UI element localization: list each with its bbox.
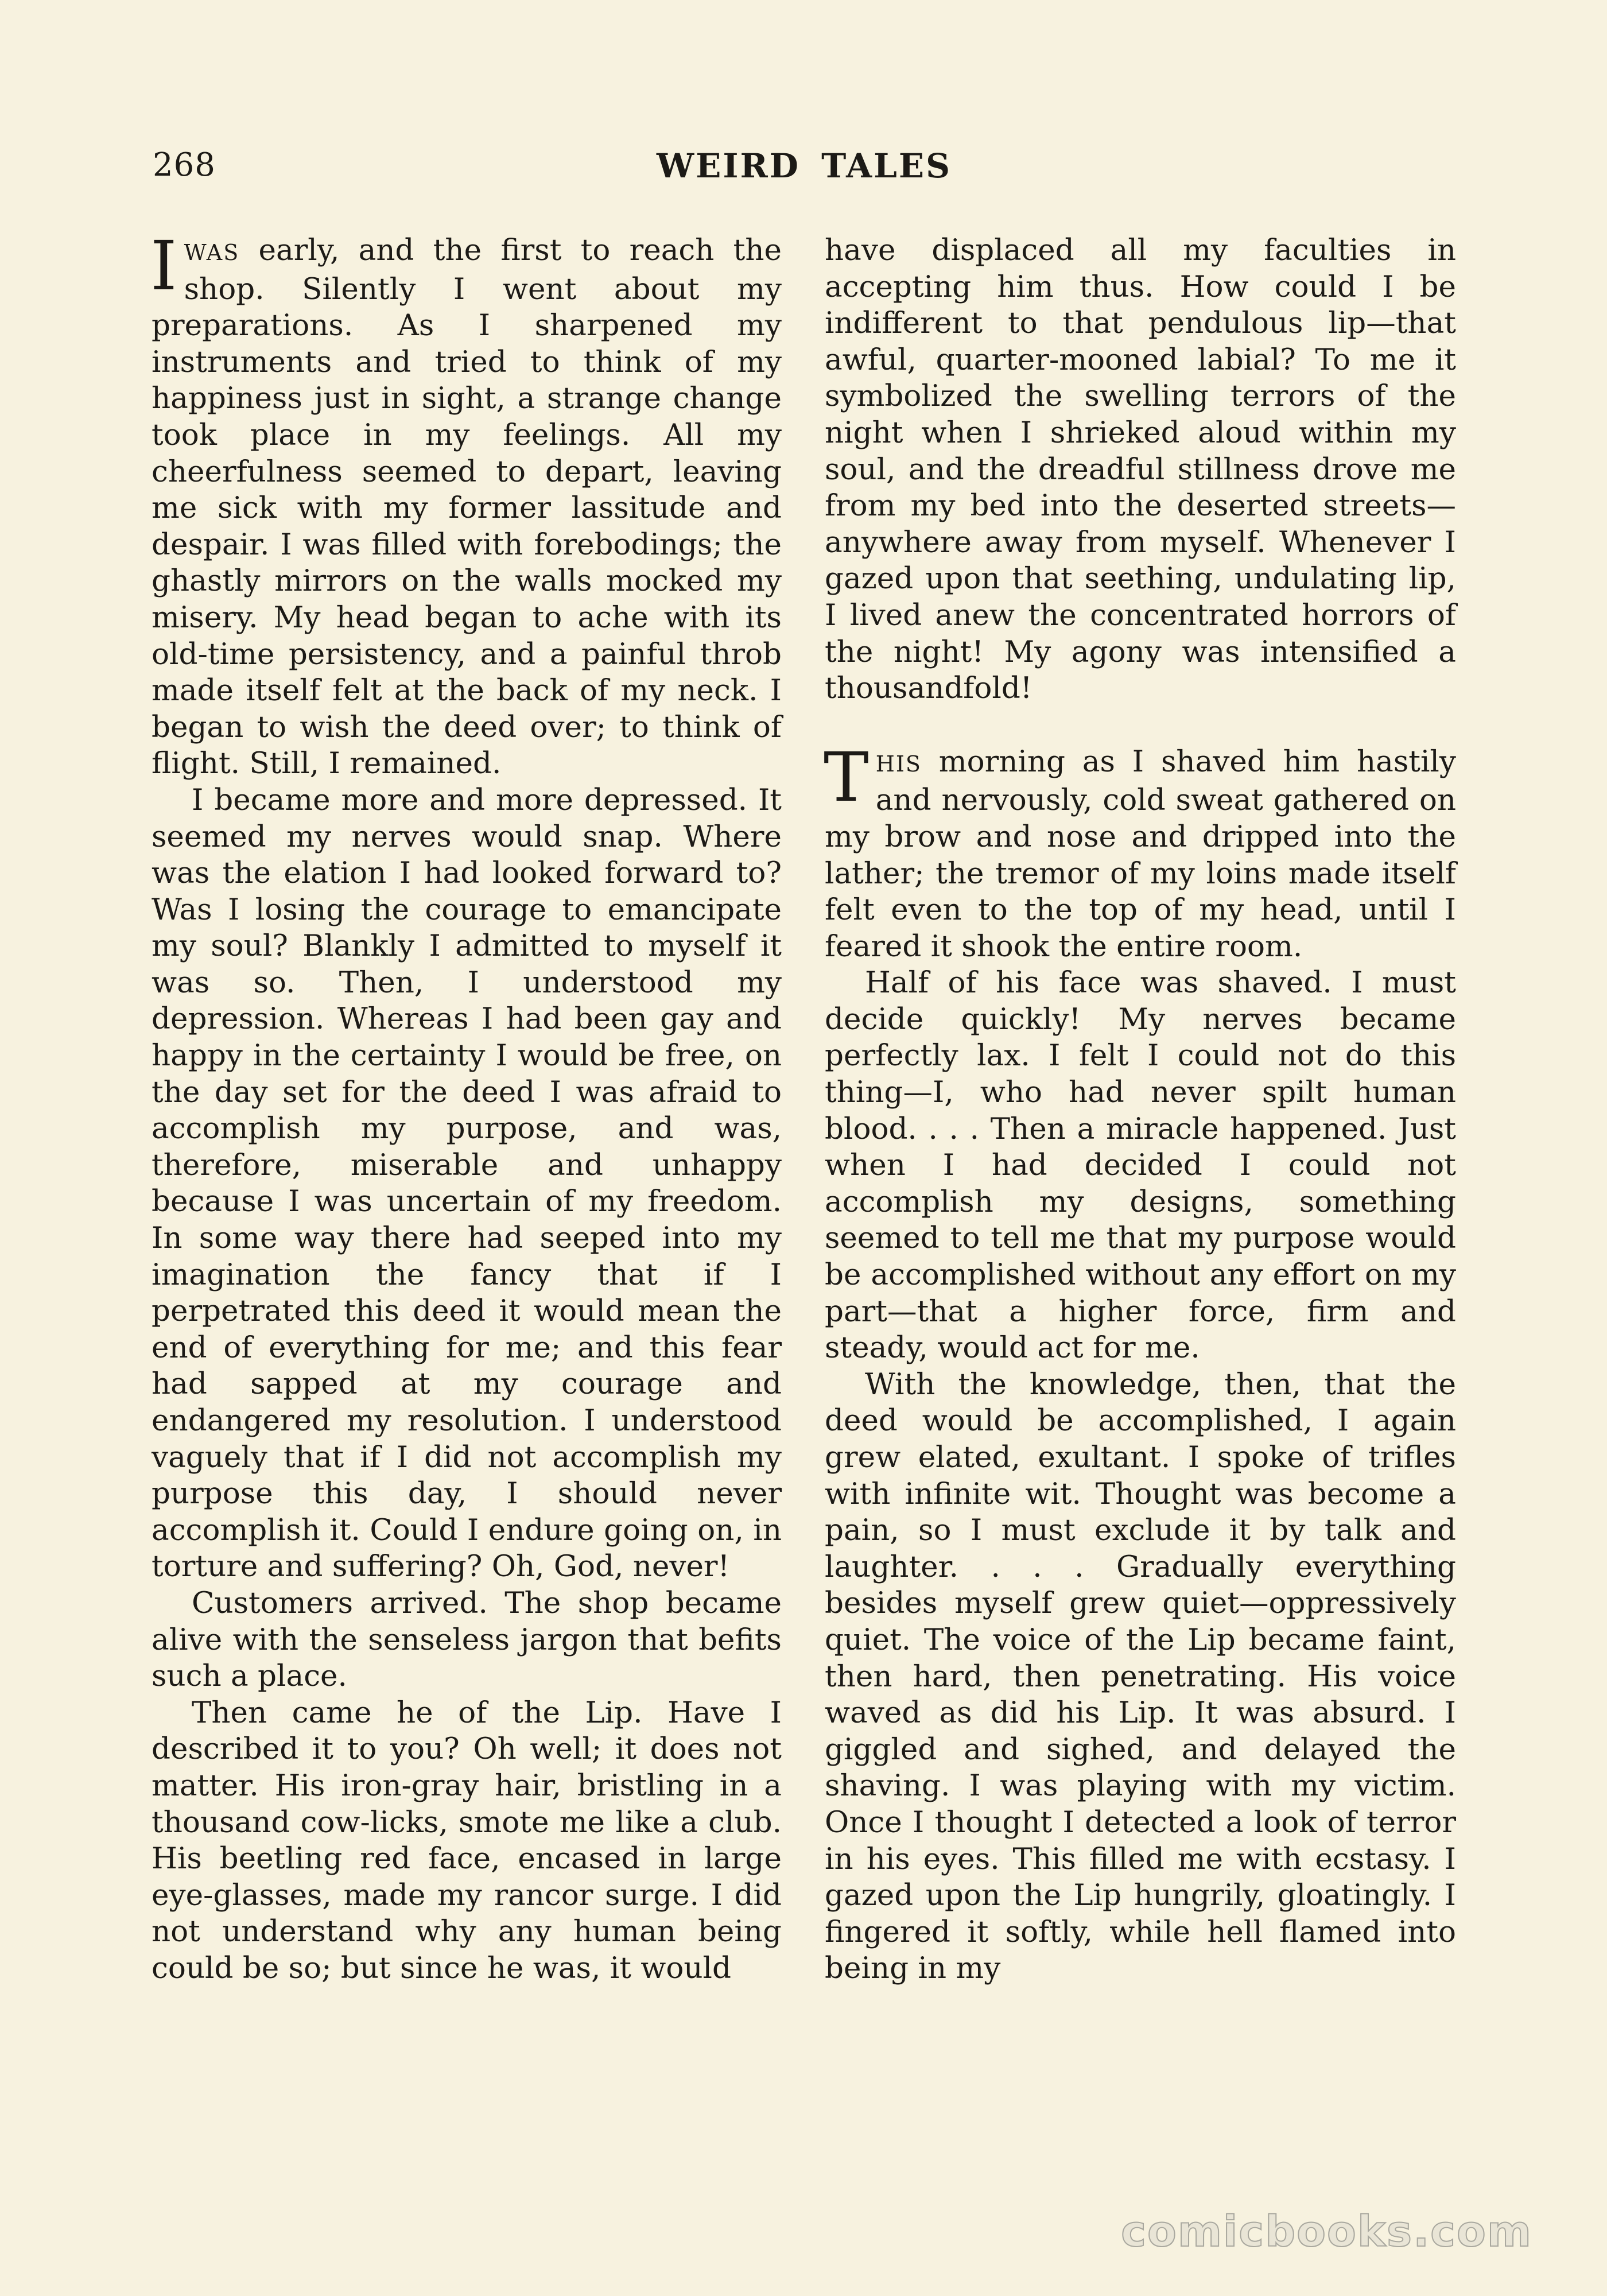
small-caps-lead: HIS bbox=[875, 751, 922, 777]
paragraph bbox=[150, 226, 782, 782]
paragraph: Customers arrived. The shop became alive with the senseless jargon that befits such a place. bbox=[152, 1585, 782, 1694]
paragraph: With the knowledge, then, that the deed would be accomplished, I again grew elated, exultant. I spoke of trifles with infinite wit. Thought was become a pain, so I must exclude it by talk and laughter. . . . Gradually everything besides myself grew quiet—oppressively quiet. The voice of the Lip became faint, then hard, then penetrating. His voice waved as did his Lip. It was absurd. I giggled and sighed, and delayed the shaving. I was playing with my victim. Once I thought I detected a look of terror in his eyes. This filled me with ecstasy. I gazed upon the Lip hungrily, gloatingly. I fingered it softly, while hell flamed into being in my bbox=[825, 1367, 1456, 1986]
paragraph-text: morning as I shaved him hastily and nervously, cold sweat gathered on my brow and nose and dripped into the lather; the tremor of my loins made itself felt even to the top of my head, until I feared it shook the entire room. bbox=[825, 744, 1456, 964]
running-title: WEIRD TALES bbox=[656, 146, 952, 185]
drop-cap: I bbox=[150, 226, 177, 305]
paragraph: have displaced all my faculties in accepting him thus. How could I be indifferent to that pendulous lip—that awful, quarter-mooned labial? To me it symbolized the swelling terrors of the night when I shrieked aloud within my soul, and the dreadful stillness drove me from my bed into the deserted streets—anywhere away from myself. Whenever I gazed upon that seething, undulating lip, I lived anew the concentrated horrors of the night! My agony was intensified a thousandfold! bbox=[825, 233, 1456, 706]
left-column bbox=[150, 226, 782, 1987]
paragraph: Half of his face was shaved. I must decide quickly! My nerves became perfectly lax. I felt I could not do this thing—I, who had never spilt human blood. . . . Then a miracle happened. Just when I had decided I could not accomplish my designs, something seemed to tell me that my purpose would be accomplished without any effort on my part—that a higher force, firm and steady, would act for me. bbox=[825, 965, 1456, 1366]
paragraph: Then came he of the Lip. Have I described it to you? Oh well; it does not matter. His iron-gray hair, bristling in a thousand cow-licks, smote me like a club. His beetling red face, encased in large eye-glasses, made my rancor surge. I did not understand why any human being could be so; but since he was, it would bbox=[152, 1695, 782, 1985]
paragraph: I became more and more depressed. It seemed my nerves would snap. Where was the elation I had looked forward to? Was I losing the courage to emancipate my soul? Blankly I admitted to myself it was so. Then, I understood my depression. Whereas I had been gay and happy in the certainty I would be free, on the day set for the deed I was afraid to accomplish my purpose, and was, therefore, miserable and unhappy because I was uncertain of my freedom. In some way there had seeped into my imagination the fancy that if I perpetrated this deed it would mean the end of everything for me; and this fear had sapped at my courage and endangered my resolution. I understood vaguely that if I did not accomplish my purpose this day, I should never accomplish it. Could I endure going on, in torture and suffering? Oh, God, never! bbox=[152, 782, 782, 1584]
watermark: comicbooks.com bbox=[1121, 2207, 1532, 2256]
page-number: 268 bbox=[153, 146, 216, 184]
paragraph-text: early, and the first to reach the shop. Silently I went about my preparations. As I sharpened my instruments and tried to think of my happiness just in sight, a strange change took place in my feelings. All my cheerfulness seemed to depart, leaving me sick with my former lassitude and despair. I was filled with forebodings; the ghastly mirrors on the walls mocked my misery. My head began to ache with its old-time persistency, and a painful throb made itself felt at the back of my neck. I began to wish the deed over; to think of flight. Still, I remained. bbox=[152, 233, 782, 781]
right-column bbox=[825, 232, 1456, 1987]
drop-cap: T bbox=[824, 737, 869, 817]
paragraph bbox=[824, 737, 1456, 965]
small-caps-lead: WAS bbox=[184, 240, 240, 265]
page-header bbox=[153, 146, 1455, 192]
